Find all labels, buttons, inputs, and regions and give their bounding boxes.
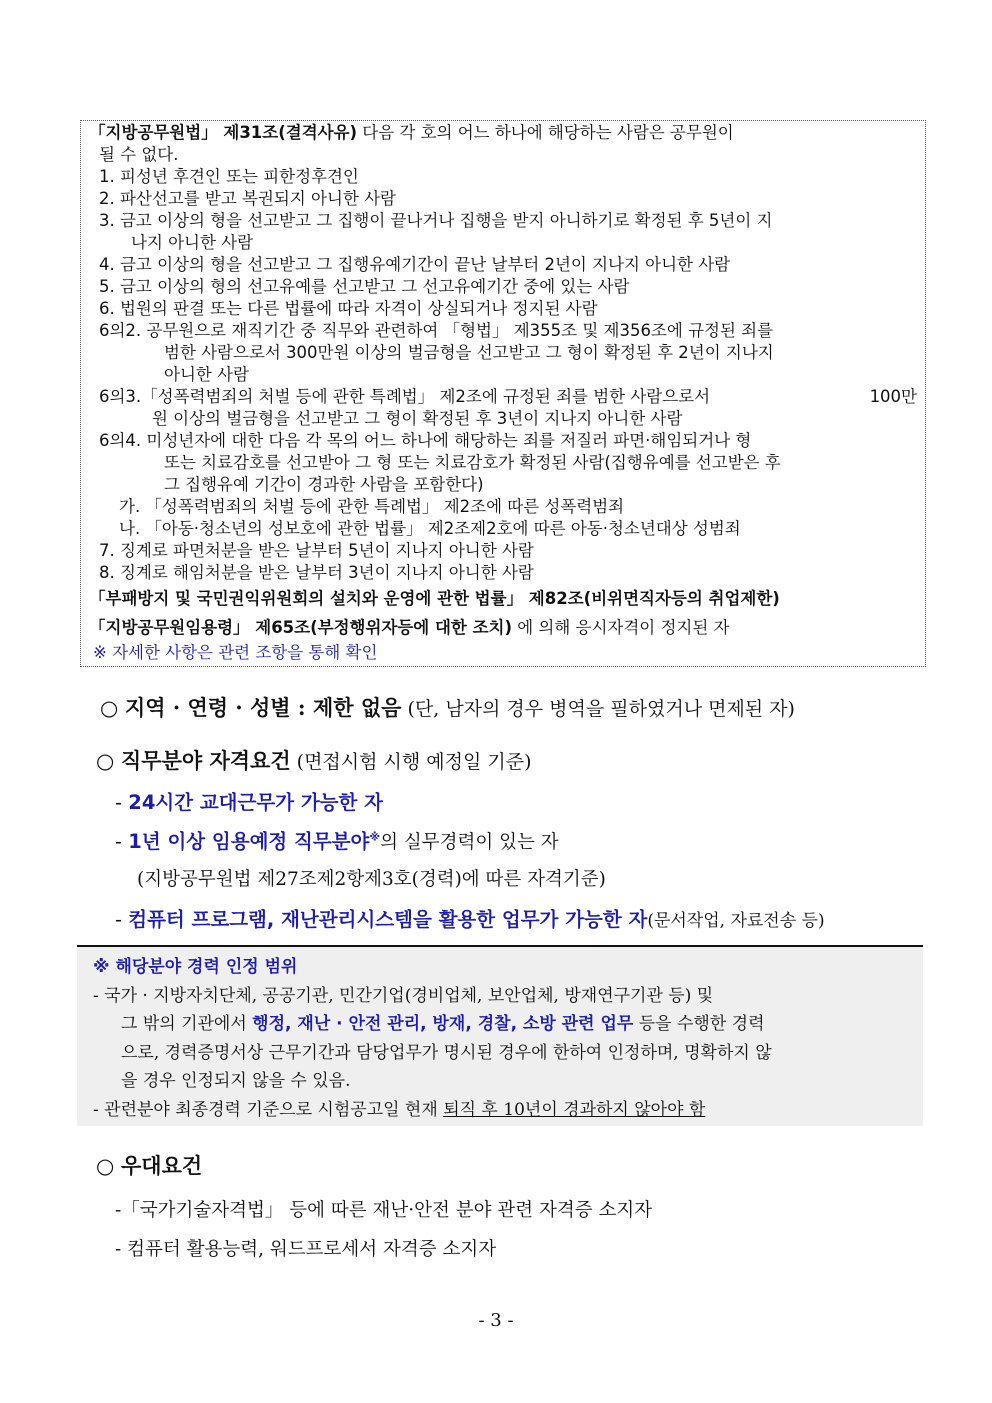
career-box-title: ※ 해당분야 경력 인정 범위 xyxy=(93,957,298,977)
page-number: - 3 - xyxy=(478,1310,514,1331)
list-item: 7. 징계로 파면처분을 받은 날부터 5년이 지나지 아니한 사람 xyxy=(99,541,534,560)
list-item: 그 집행유예 기간이 경과한 사람을 포함한다) xyxy=(164,475,484,494)
list-item: 6의3.「성폭력범죄의 처벌 등에 관한 특례법」 제2조에 규정된 죄를 범한 사람으로서 100만 xyxy=(99,387,917,406)
job-sub-note: (지방공무원법 제27조제2항제3호(경력)에 따른 자격기준) xyxy=(137,869,606,890)
section-region: ○ 지역 · 연령 · 성별 : 제한 없음 (단, 남자의 경우 병역을 필하였거나 면제된 자) xyxy=(100,695,795,720)
pref-item: -「국가기술자격법」 등에 따른 재난·안전 분야 관련 자격증 소지자 xyxy=(115,1200,653,1221)
list-item: 3. 금고 이상의 형을 선고받고 그 집행이 끝나거나 집행을 받지 아니하기로 확정된 후 5년이 지 xyxy=(99,211,773,230)
list-item: 가. 「성폭력범죄의 처벌 등에 관한 특례법」 제2조에 따른 성폭력범죄 xyxy=(119,497,625,516)
career-recognition-box: ※ 해당분야 경력 인정 범위 - 국가 · 지방자치단체, 공공기관, 민간기업(경비업체, 보안업체, 방재연구기관 등) 및 그 밖의 기관에서 행정, 재난 · 안전 관리, 방재, 경찰, 소방 관련 업무 등을 수행한 경력 으로, 경력증명서상 근무기간과 담당업무가 명시된 경우에 한하여 인정하며, 명확하지 않 을 경우 인정되지 않을 수 있음. - 관련분야 최종경력 기준으로 시험공고일 현재 퇴직 후 10년이 경과하지 않아야 함 xyxy=(77,945,923,1126)
list-item: 또는 치료감호를 선고받아 그 형 또는 치료감호가 확정된 사람(집행유예를 선고받은 후 xyxy=(164,453,781,472)
list-item: 아니한 사람 xyxy=(164,365,249,384)
section-job: ○ 직무분야 자격요건 (면접시험 시행 예정일 기준) xyxy=(96,748,532,773)
box-heading: 「지방공무원법」 제31조(결격사유) 다음 각 호의 어느 하나에 해당하는 사람은 공무원이 xyxy=(89,123,734,142)
circle-bullet-icon: ○ xyxy=(96,749,115,773)
list-item: 나지 아니한 사람 xyxy=(131,233,254,252)
pref-item: - 컴퓨터 활용능력, 워드프로세서 자격증 소지자 xyxy=(115,1239,497,1260)
job-item: - 컴퓨터 프로그램, 재난관리시스템을 활용한 업무가 가능한 자(문서작업, 자료전송 등) xyxy=(115,908,825,931)
list-item: 6의2. 공무원으로 재직기간 중 직무와 관련하여 「형법」 제355조 및 제356조에 규정된 죄를 xyxy=(99,321,774,340)
section-title: 우대요건 xyxy=(121,1153,203,1178)
list-item: 4. 금고 이상의 형을 선고받고 그 집행유예기간이 끝난 날부터 2년이 지나지 아니한 사람 xyxy=(99,255,731,274)
box-heading-cont: 될 수 없다. xyxy=(99,145,179,164)
list-item: 원 이상의 벌금형을 선고받고 그 형이 확정된 후 3년이 지나지 아니한 사람 xyxy=(152,409,683,428)
list-item: 8. 징계로 해임처분을 받은 날부터 3년이 지나지 아니한 사람 xyxy=(99,563,534,582)
circle-bullet-icon: ○ xyxy=(100,696,119,720)
job-item: - 24시간 교대근무가 가능한 자 xyxy=(115,791,383,814)
detail-note: ※ 자세한 사항은 관련 조항을 통해 확인 xyxy=(93,643,378,662)
list-item: 나. 「아동·청소년의 성보호에 관한 법률」 제2조제2호에 따른 아동·청소년대상 성범죄 xyxy=(119,519,741,538)
circle-bullet-icon: ○ xyxy=(96,1154,115,1178)
section-title: 직무분야 자격요건 xyxy=(121,748,291,773)
list-item: 1. 피성년 후견인 또는 피한정후견인 xyxy=(99,167,359,186)
section-preference xyxy=(96,1150,202,1180)
list-item: 6의4. 미성년자에 대한 다음 각 목의 어느 하나에 해당하는 죄를 저질러 파면·해임되거나 형 xyxy=(99,431,752,450)
list-item: 2. 파산선고를 받고 복권되지 아니한 사람 xyxy=(99,189,396,208)
law-appointment: 「지방공무원임용령」 제65조(부정행위자등에 대한 조치) 에 의해 응시자격이 정지된 자 xyxy=(89,618,730,637)
list-item: 6. 법원의 판결 또는 다른 법률에 따라 자격이 상실되거나 정지된 사람 xyxy=(99,299,598,318)
law-anticorruption: 「부패방지 및 국민권익위원회의 설치와 운영에 관한 법률」 제82조(비위면직자등의 취업제한) xyxy=(89,589,780,608)
list-item: 범한 사람으로서 300만원 이상의 벌금형을 선고받고 그 형이 확정된 후 2년이 지나지 xyxy=(164,343,774,362)
list-item: 5. 금고 이상의 형의 선고유예를 선고받고 그 선고유예기간 중에 있는 사람 xyxy=(99,277,630,296)
job-item: - 1년 이상 임용예정 직무분야※의 실무경력이 있는 자 xyxy=(115,830,559,853)
disqualification-box xyxy=(80,120,926,667)
section-title: 지역 · 연령 · 성별 : 제한 없음 xyxy=(125,695,402,720)
